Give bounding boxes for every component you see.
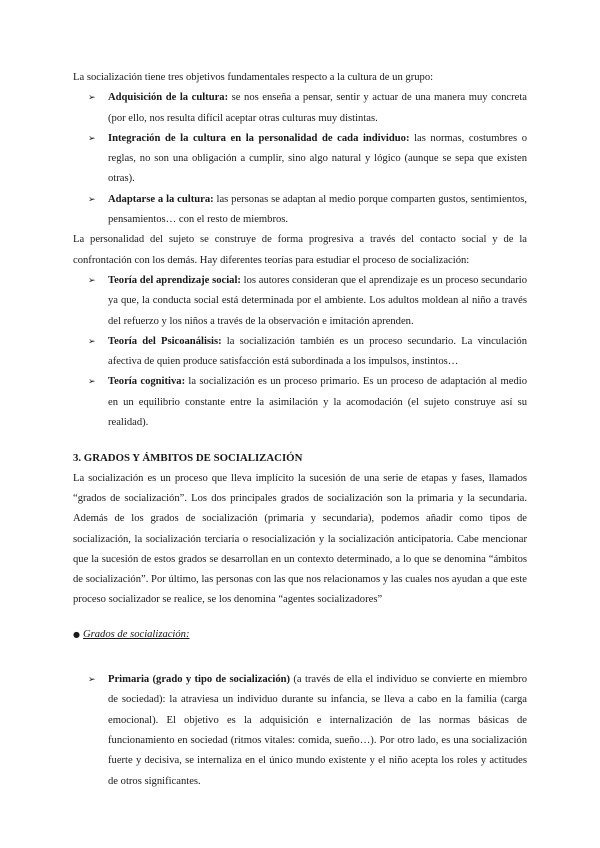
objetivo-term: Integración de la cultura en la personalidad de cada individuo: xyxy=(108,132,410,144)
arrow-bullet-icon: ➢ xyxy=(88,275,96,286)
arrow-bullet-icon: ➢ xyxy=(88,133,96,144)
objetivo-term: Adquisición de la cultura: xyxy=(108,92,229,104)
teoria-item xyxy=(73,372,527,433)
teoria-item xyxy=(73,271,527,332)
subheading-line xyxy=(73,625,527,645)
personalidad-paragraph: La personalidad del sujeto se construye de forma progresiva a través del contacto social y de la confrontación con los demás. Hay diferentes teorías para estudiar el proceso de socialización: xyxy=(73,234,527,266)
teoria-text: la socialización es un proceso primario. Es un proceso de adaptación al medio en un equilibrio constante entre la asimilación y la acomodación (el sujeto construye así su realidad). xyxy=(108,376,528,429)
arrow-bullet-icon: ➢ xyxy=(88,377,96,388)
objetivo-item xyxy=(73,190,527,231)
grado-item xyxy=(73,670,527,792)
objetivo-text: las normas, costumbres o reglas, no son una obligación a cumplir, sino algo natural y lógico (aunque se sepa que existen otras). xyxy=(108,132,527,185)
teoria-term: Teoría cognitiva: xyxy=(108,376,186,388)
teoria-text: la socialización también es un proceso secundario. La vinculación afectiva de quien produce satisfacción está subordinada a los impulsos, instintos… xyxy=(108,335,527,368)
objetivo-item xyxy=(73,88,527,129)
arrow-bullet-icon: ➢ xyxy=(88,336,96,347)
teoria-term: Teoría del aprendizaje social: xyxy=(108,274,241,286)
grado-term: Primaria (grado y tipo de socialización) xyxy=(108,674,291,686)
document-page xyxy=(73,68,527,792)
section-heading: 3. GRADOS Y ÁMBITOS DE SOCIALIZACIÓN xyxy=(73,452,303,465)
teoria-text: los autores consideran que el aprendizaje es un proceso secundario ya que, la conducta social está determinada por el ambiente. Los adultos moldean al niño a través del refuerzo y los niños a través de la observación e imitación aprenden. xyxy=(108,274,527,327)
arrow-bullet-icon: ➢ xyxy=(88,93,96,104)
objetivo-text: las personas se adaptan al medio porque comparten gustos, sentimientos, pensamientos… con el resto de miembros. xyxy=(108,193,527,226)
objetivo-text: se nos enseña a pensar, sentir y actuar de una manera muy concreta (por ello, nos resulta difícil aceptar otras culturas muy distintas. xyxy=(108,92,528,124)
intro-paragraph: La socialización tiene tres objetivos fundamentales respecto a la cultura de un grupo: xyxy=(73,72,434,83)
objetivo-item xyxy=(73,129,527,190)
section-paragraph: La socialización es un proceso que lleva implícito la sucesión de una serie de etapas y fases, llamados “grados de socialización”. Los dos principales grados de socialización son la primaria y la secundaria. Además de los grados de socialización (primaria y secundaria), podemos añadir como tipos de socialización, la socialización terciaria o resocialización y la socialización anticipatoria. Cabe mencionar que la sucesión de estos grados se desarrollan en un contexto determinado, a lo que se denomina “ámbitos de socialización”. Por último, las personas con las que nos relacionamos y las cuales nos ayudan a que este proceso socializador se realice, se los denomina “agentes socializadores” xyxy=(73,472,527,606)
round-bullet-icon: ● xyxy=(73,629,80,639)
teoria-item xyxy=(73,332,527,373)
arrow-bullet-icon: ➢ xyxy=(88,194,96,205)
teoria-term: Teoría del Psicoanálisis: xyxy=(108,335,222,347)
objetivo-term: Adaptarse a la cultura: xyxy=(108,193,214,205)
arrow-bullet-icon: ➢ xyxy=(88,675,96,686)
grado-text: (a través de ella el individuo se convierte en miembro de sociedad): la atraviesa un individuo durante su infancia, se lleva a cabo en la familia (carga emocional). El objetivo es la adquisición e internalización de las normas básicas de funcionamiento en sociedad (ritmos vitales: comida, sueño…). Por otro lado, es una socialización fuerte y decisiva, se internaliza en el único mundo existente y el niño acepta los roles y actitudes de otros significantes. xyxy=(108,674,527,787)
subheading: Grados de socialización: xyxy=(82,628,190,640)
